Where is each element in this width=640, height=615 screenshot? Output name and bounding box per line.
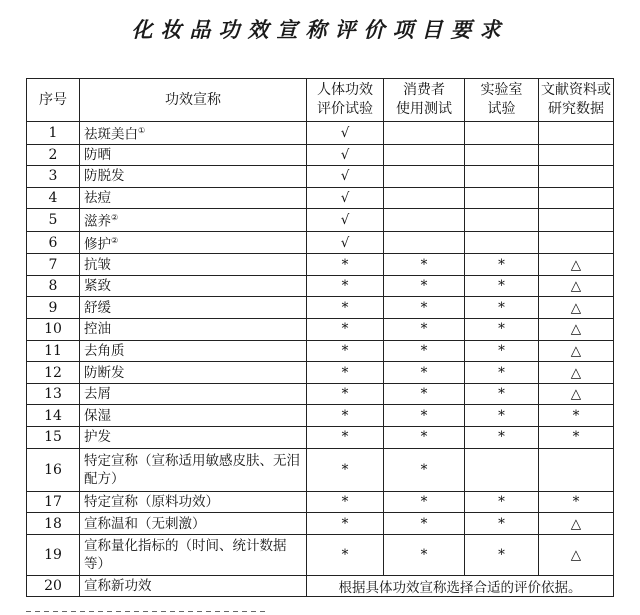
- literature-mark: △: [539, 513, 614, 535]
- table-row: [27, 209, 614, 232]
- table-row: [27, 340, 614, 362]
- consumer-test-mark: [384, 187, 465, 209]
- literature-mark: △: [539, 362, 614, 384]
- row-number: 14: [27, 405, 80, 427]
- claim-cell: [80, 166, 307, 188]
- consumer-test-mark: *: [384, 297, 465, 319]
- row-number: 8: [27, 275, 80, 297]
- row-number: 7: [27, 254, 80, 276]
- human-test-mark: *: [307, 513, 384, 535]
- claim-cell: [80, 254, 307, 276]
- row-number: 5: [27, 209, 80, 232]
- claim-cell: [80, 448, 307, 491]
- literature-mark: [539, 209, 614, 232]
- table-row: [27, 275, 614, 297]
- lab-test-mark: *: [465, 319, 539, 341]
- table-row: [27, 187, 614, 209]
- table-row: [27, 383, 614, 405]
- footnote-marker: ②: [111, 213, 119, 223]
- human-test-mark: *: [307, 448, 384, 491]
- lab-test-mark: [465, 187, 539, 209]
- row-number: 13: [27, 383, 80, 405]
- table-row: [27, 231, 614, 254]
- lab-test-mark: [465, 231, 539, 254]
- consumer-test-mark: *: [384, 319, 465, 341]
- row-number: 17: [27, 491, 80, 513]
- row-number: 15: [27, 427, 80, 449]
- claim-text: 特定宣称（宣称适用敏感皮肤、无泪配方）: [84, 452, 300, 487]
- claim-cell: [80, 534, 307, 575]
- claim-text: 紧致: [84, 278, 111, 295]
- table-row: [27, 575, 614, 597]
- literature-mark: △: [539, 534, 614, 575]
- literature-mark: [539, 122, 614, 145]
- row-number: 6: [27, 231, 80, 254]
- claim-cell: [80, 209, 307, 232]
- claim-text: 控油: [84, 321, 111, 338]
- table-row: [27, 405, 614, 427]
- literature-mark: [539, 187, 614, 209]
- lab-test-mark: *: [465, 491, 539, 513]
- row-number: 2: [27, 144, 80, 166]
- claim-text: 防晒: [84, 146, 111, 163]
- human-test-mark: √: [307, 209, 384, 232]
- lab-test-mark: *: [465, 254, 539, 276]
- lab-test-mark: *: [465, 362, 539, 384]
- header-lab-test: 实验室 试验: [465, 79, 539, 122]
- literature-mark: △: [539, 275, 614, 297]
- claim-cell: [80, 275, 307, 297]
- header-claim: 功效宣称: [80, 79, 307, 122]
- claim-cell: [80, 362, 307, 384]
- consumer-test-mark: *: [384, 491, 465, 513]
- literature-mark: △: [539, 383, 614, 405]
- lab-test-mark: *: [465, 534, 539, 575]
- claim-text: 修护: [84, 236, 111, 253]
- header-seq: 序号: [27, 79, 80, 122]
- literature-mark: △: [539, 340, 614, 362]
- page-title: 化妆品功效宣称评价项目要求: [131, 17, 509, 42]
- table-row: [27, 254, 614, 276]
- literature-mark: [539, 231, 614, 254]
- table-header-row: [27, 79, 614, 122]
- human-test-mark: √: [307, 122, 384, 145]
- human-test-mark: √: [307, 231, 384, 254]
- literature-mark: *: [539, 427, 614, 449]
- page-bottom-rule: [26, 611, 266, 612]
- table-row: [27, 534, 614, 575]
- literature-mark: *: [539, 405, 614, 427]
- consumer-test-mark: *: [384, 383, 465, 405]
- claim-cell: [80, 122, 307, 145]
- claim-cell: [80, 405, 307, 427]
- lab-test-mark: *: [465, 297, 539, 319]
- lab-test-mark: [465, 209, 539, 232]
- claim-cell: [80, 187, 307, 209]
- table-row: [27, 297, 614, 319]
- row-number: 3: [27, 166, 80, 188]
- lab-test-mark: [465, 166, 539, 188]
- consumer-test-mark: [384, 122, 465, 145]
- claim-text: 祛痘: [84, 189, 111, 206]
- human-test-mark: *: [307, 254, 384, 276]
- table-row: [27, 319, 614, 341]
- literature-mark: [539, 144, 614, 166]
- lab-test-mark: [465, 144, 539, 166]
- consumer-test-mark: *: [384, 254, 465, 276]
- table-row: [27, 491, 614, 513]
- header-consumer-test: 消费者 使用测试: [384, 79, 465, 122]
- table-row: [27, 166, 614, 188]
- new-claim-note: 根据具体功效宣称选择合适的评价依据。: [307, 575, 614, 597]
- row-number: 1: [27, 122, 80, 145]
- claim-cell: [80, 340, 307, 362]
- header-human-test: 人体功效 评价试验: [307, 79, 384, 122]
- row-number: 16: [27, 448, 80, 491]
- consumer-test-mark: [384, 231, 465, 254]
- human-test-mark: *: [307, 383, 384, 405]
- footnote-marker: ①: [138, 126, 146, 135]
- consumer-test-mark: [384, 144, 465, 166]
- claim-text: 舒缓: [84, 299, 111, 316]
- table-row: [27, 144, 614, 166]
- literature-mark: [539, 448, 614, 491]
- consumer-test-mark: *: [384, 340, 465, 362]
- consumer-test-mark: *: [384, 427, 465, 449]
- human-test-mark: *: [307, 362, 384, 384]
- claim-text: 特定宣称（原料功效）: [84, 493, 219, 510]
- lab-test-mark: *: [465, 405, 539, 427]
- claim-cell: [80, 427, 307, 449]
- claim-text: 去屑: [84, 386, 111, 403]
- human-test-mark: *: [307, 427, 384, 449]
- consumer-test-mark: [384, 166, 465, 188]
- literature-mark: △: [539, 297, 614, 319]
- human-test-mark: *: [307, 319, 384, 341]
- claim-text: 防脱发: [84, 168, 125, 185]
- claim-cell: [80, 575, 307, 597]
- row-number: 12: [27, 362, 80, 384]
- consumer-test-mark: *: [384, 405, 465, 427]
- lab-test-mark: *: [465, 513, 539, 535]
- human-test-mark: *: [307, 405, 384, 427]
- row-number: 9: [27, 297, 80, 319]
- table-row: [27, 513, 614, 535]
- row-number: 19: [27, 534, 80, 575]
- claim-text: 滋养: [84, 213, 111, 230]
- claim-cell: [80, 491, 307, 513]
- human-test-mark: *: [307, 275, 384, 297]
- consumer-test-mark: *: [384, 275, 465, 297]
- lab-test-mark: *: [465, 383, 539, 405]
- claim-text: 宣称量化指标的（时间、统计数据等）: [84, 537, 287, 572]
- efficacy-claim-table: [26, 78, 614, 597]
- claim-text: 宣称新功效: [84, 578, 152, 595]
- lab-test-mark: *: [465, 340, 539, 362]
- claim-text: 护发: [84, 429, 111, 446]
- consumer-test-mark: [384, 209, 465, 232]
- lab-test-mark: *: [465, 275, 539, 297]
- human-test-mark: *: [307, 491, 384, 513]
- header-literature: 文献资料或 研究数据: [539, 79, 614, 122]
- claim-cell: [80, 513, 307, 535]
- claim-cell: [80, 144, 307, 166]
- consumer-test-mark: *: [384, 448, 465, 491]
- claim-text: 保湿: [84, 407, 111, 424]
- human-test-mark: √: [307, 144, 384, 166]
- lab-test-mark: [465, 122, 539, 145]
- literature-mark: △: [539, 254, 614, 276]
- claim-text: 宣称温和（无刺激）: [84, 515, 206, 532]
- human-test-mark: *: [307, 297, 384, 319]
- human-test-mark: *: [307, 534, 384, 575]
- table-row: [27, 122, 614, 145]
- consumer-test-mark: *: [384, 362, 465, 384]
- row-number: 20: [27, 575, 80, 597]
- claim-cell: [80, 319, 307, 341]
- claim-cell: [80, 383, 307, 405]
- claim-cell: [80, 297, 307, 319]
- literature-mark: [539, 166, 614, 188]
- claim-text: 祛斑美白: [84, 126, 138, 143]
- row-number: 10: [27, 319, 80, 341]
- row-number: 4: [27, 187, 80, 209]
- lab-test-mark: *: [465, 427, 539, 449]
- lab-test-mark: [465, 448, 539, 491]
- table-row: [27, 427, 614, 449]
- human-test-mark: *: [307, 340, 384, 362]
- claim-text: 抗皱: [84, 256, 111, 273]
- literature-mark: △: [539, 319, 614, 341]
- row-number: 11: [27, 340, 80, 362]
- consumer-test-mark: *: [384, 513, 465, 535]
- claim-text: 去角质: [84, 342, 125, 359]
- claim-text: 防断发: [84, 364, 125, 381]
- table-row: [27, 362, 614, 384]
- table-row: [27, 448, 614, 491]
- human-test-mark: √: [307, 187, 384, 209]
- human-test-mark: √: [307, 166, 384, 188]
- footnote-marker: ②: [111, 235, 119, 245]
- consumer-test-mark: *: [384, 534, 465, 575]
- claim-cell: [80, 231, 307, 254]
- row-number: 18: [27, 513, 80, 535]
- literature-mark: *: [539, 491, 614, 513]
